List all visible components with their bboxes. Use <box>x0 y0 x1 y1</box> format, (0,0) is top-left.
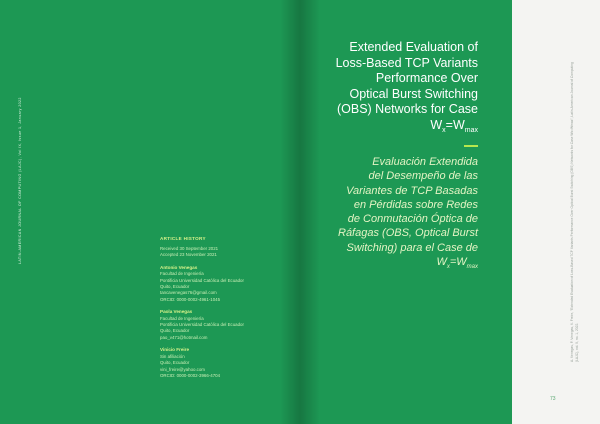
formula-eq-w: =W <box>449 256 467 269</box>
title-case-formula <box>306 255 478 274</box>
formula-w: W <box>430 117 443 132</box>
title-line: Optical Burst Switching <box>349 86 478 101</box>
title-case-formula <box>306 118 478 139</box>
title-line: en Pérdidas sobre Redes <box>353 198 478 211</box>
author-name: Antonio Venegas <box>160 264 198 270</box>
formula-sub-x: x <box>442 126 446 134</box>
author-name: Paola Venegas <box>160 309 193 315</box>
formula-sub-max: max <box>464 126 478 134</box>
accepted-date: Accepted 23 November 2021 <box>160 252 217 258</box>
title-line: Variantes de TCP Basadas <box>346 184 478 197</box>
author-email: vini_freire@yahoo.com <box>160 366 205 372</box>
title-line: de Conmutación Óptica de <box>347 213 478 226</box>
author-email: tancavenegas76@gmail.com <box>160 290 217 296</box>
author-orcid: ORCID: 0000-0002-4961-1045 <box>160 296 221 302</box>
edge-citation: A. Venegas, P. Venegas, V. Freire, "Extended Evaluation of Loss-Based TCP Variants Performance Over Optical Burst Switching (OBS) Networks for Case Wx=Wmax", Latin-American Journal of Computing (LAJC), vol. 9, no. 1, 2022. <box>570 62 579 362</box>
formula-eq-w: =W <box>445 117 465 132</box>
title-line: Loss-Based TCP Variants <box>335 55 478 70</box>
formula-sub-x: x <box>446 264 450 271</box>
title-line: Ráfagas (OBS, Optical Burst <box>338 227 478 240</box>
title-line: Switching) para el Case de <box>346 241 478 254</box>
author-affiliation: Pontificia Universidad Católica del Ecuador <box>160 322 244 328</box>
english-title <box>306 40 478 138</box>
title-line: del Desempeño de las <box>368 170 478 183</box>
author-location: Quito, Ecuador <box>160 360 190 366</box>
page-number: 73 <box>550 396 556 402</box>
title-line: Extended Evaluation of <box>349 40 478 54</box>
author-affiliation: Facultad de Ingeniería <box>160 271 204 277</box>
formula-sub-max: max <box>466 264 478 271</box>
formula-w: W <box>436 256 447 269</box>
author-email: pao_v471@hotmail.com <box>160 334 208 340</box>
article-history-label: ARTICLE HISTORY <box>160 236 206 241</box>
journal-side-label: LATIN-AMERICAN JOURNAL OF COMPUTING (LAJC), Vol IX, Issue 1, January 2022 <box>18 97 22 264</box>
title-line: Performance Over <box>375 71 478 85</box>
spanish-title <box>306 155 478 274</box>
author-location: Quito, Ecuador <box>160 328 190 334</box>
author-affiliation: Pontificia Universidad Católica del Ecuador <box>160 277 244 283</box>
author-affiliation: Sin afiliación <box>160 353 185 359</box>
author-orcid: ORCID: 0000-0002-3966-4704 <box>160 372 221 378</box>
title-line: Evaluación Extendida <box>372 156 478 168</box>
author-location: Quito, Ecuador <box>160 284 190 290</box>
article-history-block <box>160 236 300 379</box>
author-name: Vinicio Freire <box>160 347 190 353</box>
title-line: (OBS) Networks for Case <box>336 102 478 116</box>
next-page-edge <box>512 0 600 424</box>
received-date: Received 30 September 2021 <box>160 246 219 251</box>
author-affiliation: Facultad de Ingeniería <box>160 315 204 321</box>
title-divider <box>464 145 478 147</box>
